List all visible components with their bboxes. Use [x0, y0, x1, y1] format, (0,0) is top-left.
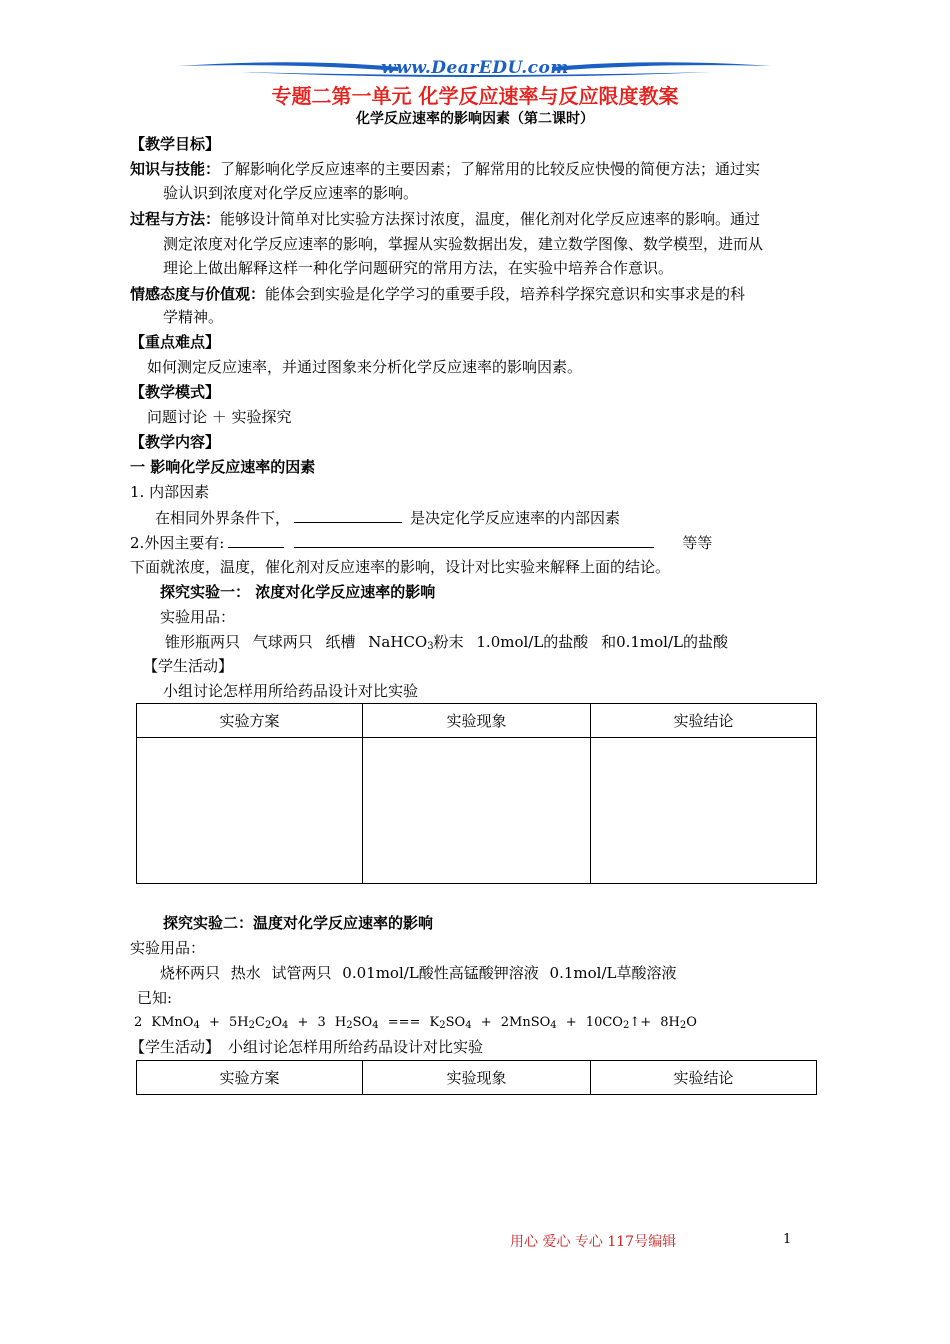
- exp1-table-header-row: [137, 704, 817, 738]
- exp1-materials-a: 锥形瓶两只 气球两只 纸槽 NaHCO: [165, 633, 428, 651]
- eq-part: SO: [445, 1015, 466, 1030]
- eq-part: + 2MnSO: [471, 1015, 551, 1030]
- external-blank-1[interactable]: [228, 531, 284, 548]
- exp2-title: 探究实验二：温度对化学反应速率的影响: [163, 914, 434, 932]
- mode-heading: 【教学模式】: [130, 383, 221, 401]
- exp1-cell-plan[interactable]: [137, 738, 363, 884]
- eq-sub: 2: [346, 1020, 353, 1031]
- page-title: 专题二第一单元 化学反应速率与反应限度教案: [271, 84, 679, 108]
- exp2-materials-label: 实验用品：: [130, 939, 206, 957]
- eq-sub: 4: [465, 1020, 472, 1031]
- key-heading: 【重点难点】: [130, 333, 221, 351]
- exp2-activity-line: [130, 1036, 483, 1058]
- exp1-title: 探究实验一： 浓度对化学反应速率的影响: [160, 583, 436, 601]
- process-line-2: 测定浓度对化学反应速率的影响，掌握从实验数据出发，建立数学图像、数学模型，进而从: [163, 235, 764, 253]
- eq-part: C: [254, 1015, 265, 1030]
- eq-part: + 10CO: [556, 1015, 623, 1030]
- exp1-table-body-row: [137, 738, 817, 884]
- knowledge-line-1: [130, 158, 760, 180]
- internal-heading: 1. 内部因素: [130, 483, 210, 501]
- eq-part: O: [686, 1015, 697, 1030]
- knowledge-text-1: 了解影响化学反应速率的主要因素；了解常用的比较反应快慢的简便方法；通过实: [220, 160, 761, 178]
- external-label: 2.外因主要有:: [130, 534, 225, 552]
- eq-sub: 4: [281, 1020, 289, 1031]
- goals-heading: 【教学目标】: [130, 135, 221, 153]
- eq-part: + 3 H: [288, 1015, 347, 1030]
- external-post: 等等: [682, 534, 713, 552]
- internal-blank[interactable]: [294, 506, 402, 523]
- exp2-header-plan: 实验方案: [137, 1061, 363, 1095]
- footer-credit: 用心 爱心 专心 117号编辑: [510, 1234, 677, 1250]
- exp1-materials-label: 实验用品：: [160, 608, 236, 626]
- process-text-1: 能够设计简单对比实验方法探讨浓度，温度，催化剂对化学反应速率的影响。通过: [220, 210, 761, 228]
- exp1-cell-conclusion[interactable]: [591, 738, 817, 884]
- exp2-activity-text: 小组讨论怎样用所给药品设计对比实验: [228, 1038, 484, 1056]
- eq-sub: 4: [193, 1020, 200, 1031]
- eq-sub: 2: [679, 1020, 687, 1031]
- logo-text: www.DearEDU.com: [381, 58, 569, 78]
- external-line: [130, 531, 712, 554]
- process-line-3: 理论上做出解释这样一种化学问题研究的常用方法，在实验中培养合作意识。: [163, 259, 674, 277]
- exp2-header-conclusion: 实验结论: [591, 1061, 817, 1095]
- eq-sub: 4: [372, 1020, 379, 1031]
- part1-heading: 一 影响化学反应速率的因素: [130, 458, 316, 476]
- eq-sub: 2: [248, 1020, 255, 1031]
- header-logo: [178, 58, 772, 80]
- key-text: 如何测定反应速率，并通过图象来分析化学反应速率的影响因素。: [147, 358, 583, 376]
- process-label: 过程与方法：: [130, 210, 221, 228]
- eq-sub: 2: [264, 1020, 272, 1031]
- exp2-header-phenomenon: 实验现象: [363, 1061, 591, 1095]
- eq-sub: 2: [622, 1020, 630, 1031]
- eq-sub: 4: [550, 1020, 557, 1031]
- emotion-line-1: [130, 283, 745, 305]
- mode-text: 问题讨论 ＋ 实验探究: [147, 408, 292, 426]
- exp1-materials-b: 粉末 1.0mol/L的盐酸 和0.1mol/L的盐酸: [433, 633, 728, 651]
- eq-part: 2 KMnO: [134, 1015, 194, 1030]
- exp1-cell-phenomenon[interactable]: [363, 738, 591, 884]
- emotion-text-1: 能体会到实验是化学学习的重要手段，培养科学探究意识和实事求是的科: [265, 285, 746, 303]
- page-number: 1: [783, 1232, 792, 1247]
- exp1-materials-sub: 3: [427, 641, 434, 652]
- exp1-materials: [165, 631, 728, 658]
- exp2-materials: 烧杯两只 热水 试管两只 0.01mol/L酸性高锰酸钾溶液 0.1mol/L草酸溶液: [160, 964, 677, 982]
- exp2-table-header-row: [137, 1061, 817, 1095]
- exp1-activity-text: 小组讨论怎样用所给药品设计对比实验: [163, 682, 419, 700]
- exp2-table: [136, 1060, 817, 1095]
- knowledge-line-2: 验认识到浓度对化学反应速率的影响。: [163, 184, 419, 202]
- external-blank-2[interactable]: [294, 531, 654, 548]
- internal-line: [155, 506, 620, 529]
- exp1-header-plan: 实验方案: [137, 704, 363, 738]
- exp1-activity-heading: 【学生活动】: [143, 657, 234, 675]
- exp1-header-phenomenon: 实验现象: [363, 704, 591, 738]
- exp2-activity-heading: 【学生活动】: [130, 1038, 221, 1056]
- eq-part: SO: [352, 1015, 373, 1030]
- eq-sub: 2: [439, 1020, 446, 1031]
- eq-part: O: [271, 1015, 282, 1030]
- exp2-equation: [134, 1013, 697, 1036]
- intro-text: 下面就浓度，温度，催化剂对反应速率的影响，设计对比实验来解释上面的结论。: [130, 558, 671, 576]
- internal-pre: 在相同外界条件下，: [155, 509, 291, 527]
- eq-part: ↑+ 8H: [629, 1015, 680, 1030]
- emotion-label: 情感态度与价值观：: [130, 285, 266, 303]
- process-line-1: [130, 208, 760, 230]
- content-heading: 【教学内容】: [130, 433, 221, 451]
- exp2-known-label: 已知:: [137, 989, 173, 1007]
- eq-part: + 5H: [199, 1015, 249, 1030]
- eq-part: === K: [378, 1015, 440, 1030]
- exp1-table: [136, 703, 817, 884]
- knowledge-label: 知识与技能：: [130, 160, 221, 178]
- page-subtitle: 化学反应速率的影响因素（第二课时）: [356, 111, 594, 127]
- internal-post: 是决定化学反应速率的内部因素: [410, 509, 621, 527]
- emotion-line-2: 学精神。: [163, 308, 224, 326]
- exp1-header-conclusion: 实验结论: [591, 704, 817, 738]
